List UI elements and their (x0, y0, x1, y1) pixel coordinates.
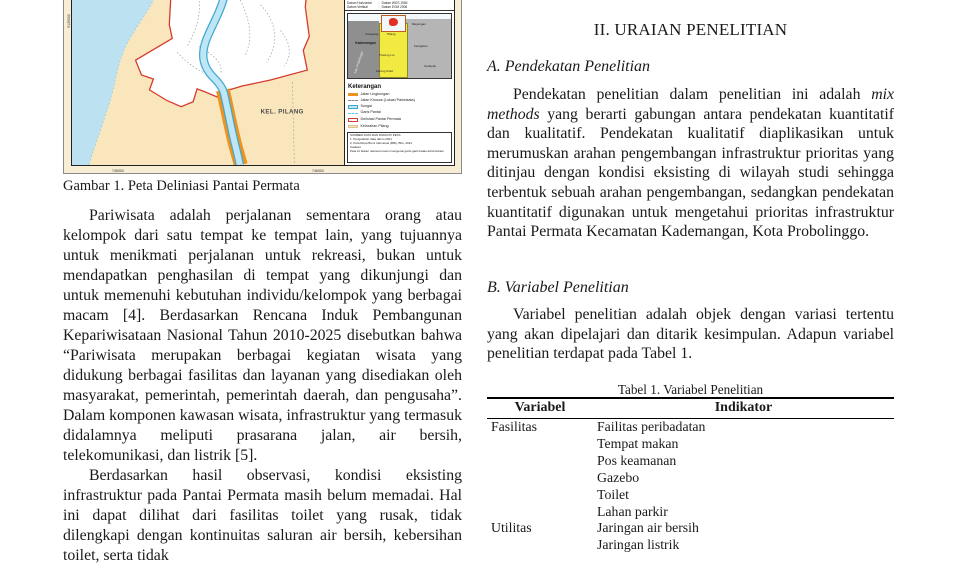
inset-map (347, 13, 452, 79)
table-header (487, 398, 894, 419)
legend-swatch-icon (348, 118, 358, 123)
map-legend (345, 81, 454, 129)
paragraph-segment: yang berarti gabungan antara pendekatan kuantitatif dan kualitatif. Pendekatan kualitatif diaplikasikan untuk merumuskan arahan pengembangan infrastruktur prioritas yang ditinjau dengan kondisi eksisting di wilayah studi sehingga terbentuk sebuah arahan pengembangan, sedangkan pendekatan kuantitatif digunakan untuk mengetahui prioritas infrastruktur Pantai Permata Kecamatan Kademangan, Kota Probolinggo. (487, 105, 894, 241)
cell-indikator: Gazebo (597, 469, 640, 485)
table-header-row (487, 398, 894, 419)
map-figure (63, 0, 462, 174)
table-caption: Tabel 1. Variabel Penelitian (617, 382, 764, 397)
map-grid-tick-left: 9139000 (66, 14, 71, 28)
legend-swatch-icon (348, 125, 358, 129)
titleblock-row: Datum Horizontal : Datum WGS 1984 (347, 1, 452, 5)
cell-variabel: Utilitas (491, 520, 532, 536)
inset-city-region (406, 19, 451, 79)
map-frame (71, 0, 455, 166)
map-grid-tick-bottom-1: 745000 (112, 169, 124, 173)
table-row (487, 453, 894, 470)
map-source-note (347, 132, 452, 163)
table-row (487, 504, 894, 521)
paragraph-segment: mix methods (487, 86, 894, 123)
cell-indikator: Jaringan listrik (597, 537, 680, 553)
body-paragraph-a (487, 85, 894, 242)
map-source-line: 1. Pengolahan data tahun 2021 (350, 136, 392, 141)
cell-variabel: Fasilitas (491, 419, 537, 434)
map-source-line: SUMBER DATA DAN RIWAYAT PETA: (350, 133, 402, 138)
legend-item-label: Garis Pantai (360, 110, 381, 115)
inset-label-kareng: Kareng Kidul (375, 68, 393, 73)
legend-item (348, 111, 451, 115)
inset-label-mayangan: Mayangan (411, 22, 426, 27)
map-grid-tick-bottom-2: 746000 (312, 169, 324, 173)
cell-indikator: Tempat makan (597, 435, 679, 451)
subsection-heading-b: B. Variabel Penelitian (487, 279, 629, 296)
body-paragraph-2: Berdasarkan hasil observasi, kondisi eksisting infrastruktur pada Pantai Permata masih belum memadai. Hal ini dapat dilihat dari fasilitas toilet yang rusak, tidak dilengkapi dengan kontinuitas saluran air bersih, kebersihan toilet, serta tidak (63, 467, 462, 564)
cell-variabel (487, 487, 593, 504)
cell-variabel (487, 504, 593, 521)
inset-label-pilang: Pilang (387, 32, 396, 37)
region-label: KEL. PILANG (260, 108, 304, 116)
cell-indikator: Toilet (597, 486, 629, 502)
table-header-variabel: Variabel (514, 400, 566, 415)
section-heading: II. URAIAN PENELITIAN (593, 20, 788, 39)
table-row (487, 436, 894, 453)
table-row (487, 419, 894, 436)
titleblock-row: Datum Vertikal : Datum EGM 2008 (347, 5, 452, 9)
legend-item (348, 105, 451, 109)
legend-item-label: Deliniasi Pantai Permata (360, 117, 401, 122)
map-canvas (72, 0, 344, 165)
map-info-panel (344, 0, 454, 165)
left-column (63, 206, 462, 566)
titleblock-value: Datum WGS 1984 (381, 0, 408, 5)
body-paragraph-1: Pariwisata adalah perjalanan sementara orang atau kelompok dari satu tempat ke tempat lain, yang tujuannya untuk menikmati perjalanan untuk rekreasi, bukan untuk mendapatkan penghasilan di tempat yang dikunjungi dan untuk memenuhi kebutuhan individu/kelompok yang berbagai macam [4]. Berdasarkan Rencana Induk Pembangunan Kepariwisataan Nasional Tahun 2010-2025 disebutkan bahwa “Pariwisata merupakan berbagai kegiatan wisata yang didukung berbagai fasilitas dan layanan yang disediakan oleh masyarakat, pemerintah, pemerintah daerah, dan pengusaha”. Dalam komponen kawasan wisata, infrastruktur yang termasuk didalamnya meliputi prasarana jalan, air bersih, telekomunikasi, dan listrik [5]. (63, 207, 462, 464)
table-row (487, 470, 894, 487)
legend-item-label: Kelurahan Pilang (360, 123, 389, 128)
map-titleblock (345, 0, 454, 11)
legend-title: Keterangan (348, 84, 382, 91)
legend-swatch-icon (348, 93, 358, 97)
inset-label-neighbor: Kab. Probolinggo (353, 50, 365, 74)
cell-variabel (487, 470, 593, 487)
paragraph-segment: Pendekatan penelitian dalam penelitian ini adalah (513, 86, 872, 103)
legend-item-label: Jalan Lingkungan (360, 91, 390, 96)
map-source-line: Peta ini bukan referensi resmi mengenai garis-garis batas administrasi (350, 148, 444, 153)
legend-swatch-icon (348, 100, 358, 101)
figure-caption: Gambar 1. Peta Deliniasi Pantai Permata (63, 178, 300, 194)
legend-item (348, 125, 451, 129)
legend-item (348, 93, 451, 97)
table-row (487, 487, 894, 504)
body-paragraph-b: Variabel penelitian adalah objek dengan variasi tertentu yang akan dipelajari dan ditarik kesimpulan. Adapun variabel penelitian terdapat pada Tabel 1. (487, 306, 894, 363)
legend-swatch-icon (348, 105, 358, 109)
map-source-line: 2. Peta Rupa Bumi Indonesia (RBI), BIG, 2021 (350, 140, 413, 145)
map-source-line: Catatan: (350, 144, 362, 149)
map-graphic (72, 0, 344, 165)
variables-table (487, 397, 894, 554)
cell-variabel (487, 436, 593, 453)
legend-item-label: Sungai (360, 104, 372, 109)
table-header-indikator: Indikator (714, 400, 773, 415)
cell-indikator: Jaringan air bersih (597, 520, 699, 536)
cell-indikator: Failitas peribadatan (597, 419, 706, 434)
titleblock-label: Datum Vertikal (347, 4, 368, 9)
cell-indikator: Lahan parkir (597, 503, 668, 519)
legend-item (348, 118, 451, 123)
cell-variabel (487, 453, 593, 470)
table-body (487, 419, 894, 555)
legend-items (348, 93, 451, 129)
inset-highlight-box (381, 15, 406, 32)
inset-label-kanigaran: Kanigaran (413, 43, 428, 48)
inset-label-ketapang: Ketapang (365, 32, 379, 37)
table-row (487, 520, 894, 537)
subsection-heading-a: A. Pendekatan Penelitian (487, 58, 651, 75)
cell-indikator: Pos keamanan (597, 452, 677, 468)
inset-study-area-marker (389, 18, 398, 26)
inset-label-kademangan: Kademangan (355, 41, 376, 46)
inset-label-triwung: Triwung Lor (378, 52, 395, 57)
titleblock-label: Datum Horizontal (347, 0, 372, 5)
legend-swatch-icon (348, 113, 358, 114)
titleblock-value: Datum EGM 2008 (381, 4, 408, 9)
inset-label-kedopok: Kedopok (424, 64, 437, 69)
legend-item (348, 99, 451, 103)
legend-item-label: Jalan Khusus (Lokasi Pariwisata) (360, 97, 415, 102)
